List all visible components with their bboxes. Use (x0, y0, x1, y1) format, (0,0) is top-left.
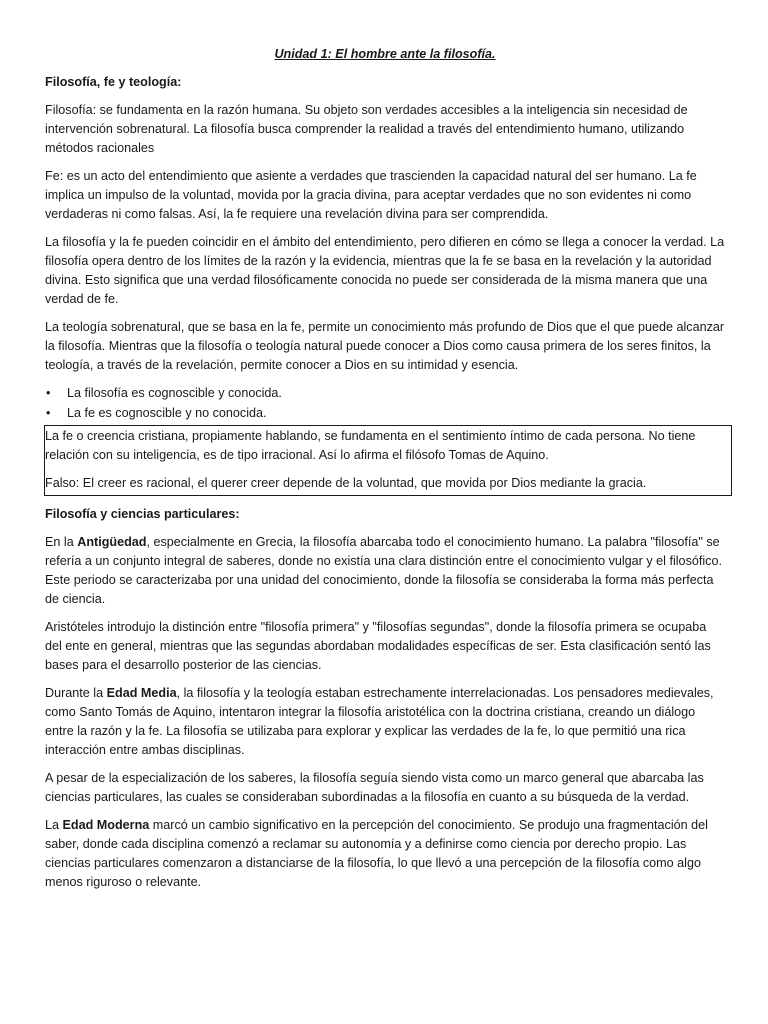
boxed-statement-answer: Falso: El creer es racional, el querer creer depende de la voluntad, que movida por Dios mediante la gracia. (45, 476, 647, 490)
paragraph-filosofia-y-fe: La filosofía y la fe pueden coincidir en el ámbito del entendimiento, pero difieren en cómo se llega a conocer la verdad. La filosofía opera dentro de los límites de la razón y la evidencia, mientras que la fe se basa en la revelación y la autoridad divina. Esto significa que una verdad filosóficamente conocida no puede ser considerada de la misma manera que una verdad de fe. (45, 235, 725, 306)
paragraph-edad-media (45, 684, 725, 760)
list-item (45, 384, 725, 403)
document-title: Unidad 1: El hombre ante la filosofía. (274, 47, 496, 61)
bullet-list (45, 384, 725, 423)
text-run: Durante la (45, 686, 107, 700)
boxed-statement (44, 425, 732, 496)
list-item (45, 404, 725, 423)
text-run: La (45, 818, 63, 832)
text-run: marcó un cambio significativo en la percepción del conocimiento. Se produjo una fragmentación del saber, donde cada disciplina comenzó a reclamar su autonomía y a definirse como ciencia por derecho propio. Las ciencias particulares comenzaron a distanciarse de la filosofía, lo que llevó a una percepción de la filosofía como algo menos riguroso o relevante. (45, 818, 708, 889)
bold-term: Edad Moderna (62, 818, 150, 832)
bold-term: Edad Media (106, 686, 177, 700)
paragraph-antiguedad (45, 533, 725, 609)
section-heading-ciencias: Filosofía y ciencias particulares: (45, 507, 240, 521)
paragraph-filosofia: Filosofía: se fundamenta en la razón humana. Su objeto son verdades accesibles a la inteligencia sin necesidad de intervención sobrenatural. La filosofía busca comprender la realidad a través del entendimiento humano, utilizando métodos racionales (45, 103, 688, 155)
paragraph-especializacion: A pesar de la especialización de los saberes, la filosofía seguía siendo vista como un marco general que abarcaba las ciencias particulares, las cuales se consideraban subordinadas a la filosofía en cuanto a su búsqueda de la verdad. (45, 771, 704, 804)
paragraph-fe: Fe: es un acto del entendimiento que asiente a verdades que trascienden la capacidad natural del ser humano. La fe implica un impulso de la voluntad, movida por la gracia divina, para aceptar verdades que no son evidentes ni como verdaderas ni como falsas. Así, la fe requiere una revelación divina para ser comprendida. (45, 169, 697, 221)
text-run: , especialmente en Grecia, la filosofía abarcaba todo el conocimiento humano. La palabra "filosofía" se refería a un conjunto integral de saberes, donde no existía una clara distinción entre el conocimiento vulgar y el filosófico. Este periodo se caracterizaba por una unidad del conocimiento, donde la filosofía se consideraba la forma más perfecta de ciencia. (45, 535, 722, 606)
list-item-text: La filosofía es cognoscible y conocida. (67, 386, 282, 400)
list-item-text: La fe es cognoscible y no conocida. (67, 406, 267, 420)
text-run: En la (45, 535, 78, 549)
section-heading-fe-teologia: Filosofía, fe y teología: (45, 75, 182, 89)
bullet-icon: • (46, 386, 51, 400)
paragraph-aristoteles: Aristóteles introdujo la distinción entre "filosofía primera" y "filosofías segundas", donde la filosofía primera se ocupaba del ente en general, mientras que las segundas abordaban modalidades específicas de ser. Esta clasificación sentó las bases para el desarrollo posterior de las ciencias. (45, 620, 711, 672)
bold-term: Antigüedad (77, 535, 147, 549)
text-run: , la filosofía y la teología estaban estrechamente interrelacionadas. Los pensadores medievales, como Santo Tomás de Aquino, intentaron integrar la filosofía aristotélica con la doctrina cristiana, creando un diálogo entre la razón y la fe. La filosofía se utilizaba para explorar y explicar las verdades de la fe, lo que permitió una rica interacción entre ambas disciplinas. (45, 686, 714, 757)
bullet-icon: • (46, 406, 51, 420)
paragraph-teologia: La teología sobrenatural, que se basa en la fe, permite un conocimiento más profundo de Dios que el que puede alcanzar la filosofía. Mientras que la filosofía o teología natural puede conocer a Dios como causa primera de los seres finitos, la teología, a través de la revelación, permite conocer a Dios en su intimidad y esencia. (45, 320, 725, 372)
paragraph-edad-moderna (45, 816, 725, 892)
document-content (45, 45, 725, 901)
boxed-statement-claim: La fe o creencia cristiana, propiamente hablando, se fundamenta en el sentimiento íntimo de cada persona. No tiene relación con su inteligencia, es de tipo irracional. Así lo afirma el filósofo Tomas de Aquino. (45, 429, 696, 462)
